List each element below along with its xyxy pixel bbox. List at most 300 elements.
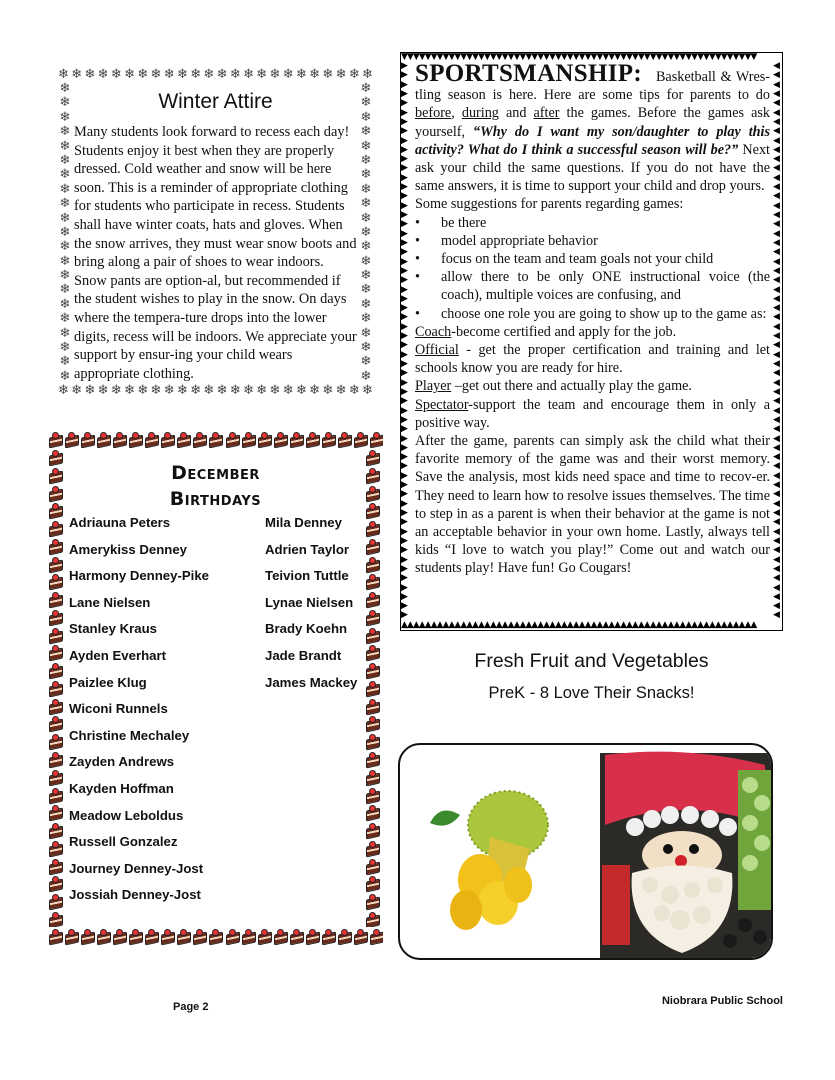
- snowflake-icon: ❄: [360, 268, 372, 284]
- cake-icon: [64, 432, 78, 447]
- cake-icon: [365, 628, 379, 643]
- snowflake-icon: ❄: [59, 82, 71, 96]
- triangle-icon: ◀: [773, 144, 780, 155]
- birthdays-title: [48, 460, 383, 512]
- cake-icon: [321, 432, 335, 447]
- triangle-icon: ▶: [401, 237, 408, 248]
- cake-border-right: [365, 450, 383, 927]
- triangle-icon: ◀: [773, 535, 780, 546]
- suggestion-item: [415, 232, 770, 250]
- snowflake-icon: ❄: [335, 68, 347, 82]
- snowflake-icon: ❄: [348, 68, 360, 82]
- winter-attire-title: Winter Attire: [158, 90, 273, 113]
- fruit-veggie-photo: [398, 743, 773, 960]
- triangle-icon: ▶: [401, 154, 408, 165]
- triangle-icon: ▶: [401, 163, 408, 174]
- triangle-icon: ◀: [773, 396, 780, 407]
- role-item: [415, 396, 770, 432]
- snowflake-icon: ❄: [59, 124, 71, 140]
- triangle-icon: ▶: [401, 582, 408, 593]
- cake-icon: [160, 929, 174, 944]
- triangle-icon: ◀: [773, 303, 780, 314]
- snowflake-icon: ❄: [190, 68, 202, 82]
- triangle-border-bottom: ▲▲▲▲▲▲▲▲▲▲▲▲▲▲▲▲▲▲▲▲▲▲▲▲▲▲▲▲▲▲▲▲▲▲▲▲▲▲▲▲▲▲▲▲▲▲▲▲▲▲▲▲▲▲▲▲▲▲▲▲: [401, 621, 757, 630]
- triangle-icon: ▶: [401, 284, 408, 295]
- birthday-name: Adrien Taylor: [265, 541, 350, 557]
- cake-icon: [144, 432, 158, 447]
- cake-icon: [48, 770, 62, 785]
- snowflake-icon: ❄: [71, 384, 83, 398]
- cake-icon: [48, 592, 62, 607]
- triangle-icon: ◀: [773, 182, 780, 193]
- snowflake-icon: ❄: [322, 68, 334, 82]
- birthdays-title-line1: December: [171, 462, 260, 484]
- cake-icon: [305, 929, 319, 944]
- cake-icon: [48, 539, 62, 554]
- suggestion-item: [415, 305, 770, 323]
- snowflake-icon: ❄: [58, 384, 69, 398]
- triangle-icon: ▶: [401, 182, 408, 193]
- snowflake-icon: ❄: [59, 196, 71, 212]
- triangle-icon: ▶: [401, 70, 408, 81]
- cake-icon: [365, 841, 379, 856]
- cake-icon: [48, 929, 62, 944]
- birthday-name: Jossiah Denney-Jost: [69, 887, 201, 903]
- snowflake-icon: ❄: [59, 210, 71, 226]
- snowflake-icon: ❄: [360, 167, 372, 183]
- triangle-icon: ▶: [401, 265, 408, 276]
- snowflake-icon: ❄: [360, 196, 372, 212]
- triangle-icon: ▶: [401, 424, 408, 435]
- snowflake-icon: ❄: [269, 68, 281, 82]
- triangle-icon: ▶: [401, 554, 408, 565]
- snowflake-icon: ❄: [110, 68, 122, 82]
- triangle-icon: ▶: [401, 359, 408, 369]
- triangle-icon: ▶: [401, 293, 408, 304]
- triangle-icon: ▶: [401, 172, 408, 183]
- cake-icon: [48, 574, 62, 589]
- triangle-icon: ▶: [401, 573, 408, 584]
- cake-icon: [48, 681, 62, 696]
- cake-icon: [289, 432, 303, 447]
- snowflake-icon: ❄: [59, 354, 71, 370]
- triangle-icon: ▶: [401, 228, 408, 239]
- triangle-icon: ▶: [401, 191, 408, 202]
- triangle-icon: ◀: [773, 312, 780, 323]
- cake-icon: [289, 929, 303, 944]
- triangle-icon: ▶: [401, 312, 408, 323]
- snowflake-icon: ❄: [150, 384, 162, 398]
- triangle-icon: ◀: [773, 480, 780, 491]
- role-name: Coach: [415, 323, 452, 340]
- cake-icon: [365, 663, 379, 678]
- triangle-icon: ◀: [773, 470, 780, 481]
- snowflake-icon: ❄: [124, 68, 135, 82]
- triangle-icon: ▶: [401, 256, 408, 267]
- suggestion-text: choose one role you are going to show up to the game as:: [441, 305, 767, 322]
- triangle-icon: ▶: [401, 526, 408, 537]
- fruit-title: Fresh Fruit and Vegetables: [474, 650, 709, 672]
- cake-icon: [128, 432, 142, 447]
- triangle-icon: ▶: [401, 480, 408, 491]
- sportsmanship-heading: SPORTSMANSHIP:: [415, 60, 642, 87]
- triangle-icon: ▶: [401, 489, 408, 500]
- snowflake-icon: ❄: [362, 384, 373, 398]
- snowflake-icon: ❄: [163, 68, 175, 82]
- birthday-name: Meadow Leboldus: [69, 807, 184, 823]
- snowflake-border-left: [58, 82, 72, 384]
- birthday-name: Harmony Denney-Pike: [69, 568, 209, 584]
- bullet-icon: •: [415, 214, 420, 231]
- cake-icon: [80, 432, 94, 447]
- snowflake-icon: ❄: [84, 384, 96, 398]
- triangle-icon: ▶: [401, 126, 408, 137]
- cake-icon: [257, 929, 271, 944]
- snowflake-icon: ❄: [163, 384, 175, 398]
- cake-icon: [353, 929, 367, 944]
- snowflake-icon: ❄: [59, 167, 71, 183]
- cake-icon: [241, 929, 255, 944]
- birthday-name: Ayden Everhart: [69, 648, 166, 663]
- triangle-icon: ▶: [401, 508, 408, 518]
- triangle-icon: ◀: [773, 293, 780, 304]
- cake-icon: [365, 823, 379, 838]
- snowflake-icon: ❄: [176, 68, 188, 82]
- triangle-icon: ▶: [401, 405, 408, 416]
- snowflake-icon: ❄: [203, 384, 215, 398]
- role-description: –get out there and actually play the game.: [451, 378, 692, 395]
- triangle-icon: ◀: [773, 191, 780, 202]
- triangle-icon: ▶: [401, 368, 408, 379]
- sportsmanship-content: [415, 60, 771, 578]
- triangle-icon: ◀: [773, 70, 780, 81]
- triangle-icon: ▶: [401, 396, 408, 407]
- snowflake-icon: ❄: [360, 224, 372, 240]
- bullet-icon: •: [415, 305, 420, 322]
- snowflake-icon: ❄: [59, 296, 71, 312]
- triangle-icon: ▶: [401, 275, 408, 286]
- sports-closing: After the game, parents can simply ask the child what their favorite memory of the game was and their worst memory. Save the analysis, most kids need space and time to recov-er. They need to learn how to resolve issues themselves. The time to step in as a parent is when their behavior at the game is not an acceptable behavior in your own home. Lastly, always tell kids “I love to watch you play!” Come out and watch our students play! Have fun! Go Cougars!: [415, 433, 770, 577]
- triangle-icon: ▶: [401, 452, 408, 463]
- birthdays-title-line2: Birthdays: [169, 488, 262, 510]
- cake-icon: [48, 716, 62, 731]
- triangle-icon: ◀: [773, 126, 780, 137]
- snowflake-icon: ❄: [295, 384, 307, 398]
- triangle-icon: ◀: [773, 228, 780, 239]
- snowflake-icon: ❄: [360, 368, 372, 384]
- birthday-name: Zayden Andrews: [69, 754, 175, 770]
- role-item: [415, 323, 770, 341]
- triangle-icon: ▶: [401, 442, 408, 453]
- cake-icon: [176, 432, 190, 447]
- bullet-icon: •: [415, 269, 420, 286]
- cake-icon: [257, 432, 271, 447]
- cake-icon: [48, 699, 62, 714]
- cake-icon: [48, 521, 62, 536]
- snowflake-icon: ❄: [71, 68, 83, 82]
- triangle-icon: ▶: [401, 144, 408, 155]
- cake-icon: [353, 432, 367, 447]
- birthday-name: Adriauna Peters: [69, 515, 171, 530]
- role-description: -become certified and apply for the job.: [451, 323, 677, 340]
- bullet-icon: •: [415, 232, 420, 249]
- triangle-icon: ▶: [401, 563, 408, 574]
- sports-intro-c: Next ask your child the same questions. If you do not have the same answers, it is time to support your child and drop yours.: [415, 141, 770, 195]
- cake-icon: [365, 521, 379, 536]
- snowflake-icon: ❄: [216, 384, 228, 398]
- snowflake-icon: ❄: [59, 368, 71, 384]
- triangle-icon: ◀: [773, 433, 780, 444]
- cake-icon: [48, 628, 62, 643]
- triangle-icon: ◀: [773, 219, 780, 230]
- snowflake-icon: ❄: [150, 68, 162, 82]
- snowflake-icon: ❄: [59, 95, 71, 111]
- cake-icon: [225, 432, 239, 447]
- cake-icon: [192, 432, 206, 447]
- triangle-icon: ◀: [773, 256, 780, 267]
- triangle-icon: ◀: [773, 591, 780, 602]
- sports-intro-b: the games. Before the games ask yourself,: [415, 105, 770, 140]
- triangle-icon: ◀: [773, 582, 780, 593]
- triangle-icon: ◀: [773, 368, 780, 379]
- cake-icon: [48, 610, 62, 625]
- snowflake-icon: ❄: [59, 282, 71, 298]
- snowflake-border-top: [58, 68, 373, 82]
- triangle-icon: ◀: [773, 424, 780, 435]
- snowflake-icon: ❄: [59, 109, 71, 125]
- cake-icon: [365, 645, 379, 660]
- snowflake-icon: ❄: [59, 340, 71, 356]
- bullet-icon: •: [415, 251, 420, 268]
- cake-icon: [144, 929, 158, 944]
- triangle-icon: ▶: [401, 135, 408, 146]
- cake-icon: [48, 788, 62, 803]
- triangle-icon: ◀: [773, 62, 780, 71]
- triangle-icon: ◀: [773, 573, 780, 584]
- cake-icon: [48, 645, 62, 660]
- snowflake-icon: ❄: [203, 68, 215, 82]
- snowflake-icon: ❄: [229, 384, 241, 398]
- birthday-name: Mila Denney: [265, 515, 342, 530]
- snowflake-icon: ❄: [97, 68, 109, 82]
- sports-intro: Basketball & Wres-tling season is here. Here are some tips for parents to do: [415, 69, 771, 104]
- role-name: Player: [415, 378, 452, 395]
- snowflake-icon: ❄: [190, 384, 202, 398]
- snowflake-icon: ❄: [58, 68, 69, 82]
- birthday-name: Amerykiss Denney: [69, 541, 188, 557]
- triangle-icon: ◀: [773, 517, 780, 528]
- role-item: [415, 341, 770, 377]
- snowflake-icon: ❄: [360, 325, 372, 341]
- triangle-icon: ◀: [773, 442, 780, 453]
- snowflake-icon: ❄: [84, 68, 96, 82]
- cake-icon: [321, 929, 335, 944]
- cake-icon: [365, 894, 379, 909]
- suggestions-label: Some suggestions for parents regarding games:: [415, 196, 684, 213]
- triangle-icon: ▶: [401, 210, 408, 220]
- cake-icon: [365, 859, 379, 874]
- triangle-border-top: ▼▼▼▼▼▼▼▼▼▼▼▼▼▼▼▼▼▼▼▼▼▼▼▼▼▼▼▼▼▼▼▼▼▼▼▼▼▼▼▼▼▼▼▼▼▼▼▼▼▼▼▼▼▼▼▼▼▼▼▼: [401, 53, 757, 62]
- triangle-icon: ◀: [773, 200, 780, 211]
- cake-icon: [337, 432, 351, 447]
- triangle-icon: ◀: [773, 163, 780, 174]
- cake-icon: [305, 432, 319, 447]
- triangle-icon: ◀: [773, 135, 780, 146]
- suggestion-list: [415, 214, 770, 323]
- triangle-icon: ◀: [773, 349, 780, 360]
- cake-icon: [241, 432, 255, 447]
- triangle-icon: ▶: [401, 331, 408, 342]
- triangle-icon: ◀: [773, 172, 780, 183]
- suggestion-text: focus on the team and team goals not your child: [441, 251, 714, 268]
- triangle-icon: ▶: [401, 303, 408, 314]
- winter-attire-body: Many students look forward to recess each day! Students enjoy it best when they are properly dressed. Cold weather and snow will be here soon. This is a reminder of appropriate clothing for students who participate in recess. Students shall have winter coats, hats and gloves. When the snow arrives, they must wear snow boots and bring along a pair of shoes to wear indoors. Snow pants are option-al, but recommended if the student wishes to play in the snow. On days where the tempera-ture drops into the lower digits, recess will be indoors. We appreciate your support by ensur-ing your child wears appropriate clothing.: [74, 124, 357, 382]
- cake-icon: [48, 841, 62, 856]
- triangle-icon: ◀: [773, 489, 780, 500]
- triangle-icon: ▶: [401, 414, 408, 425]
- snowflake-icon: ❄: [59, 138, 71, 154]
- birthday-name: Journey Denney-Jost: [69, 860, 204, 876]
- snowflake-icon: ❄: [362, 68, 373, 82]
- triangle-icon: ◀: [773, 377, 780, 388]
- cake-icon: [365, 876, 379, 891]
- cake-icon: [176, 929, 190, 944]
- triangle-icon: ◀: [773, 526, 780, 537]
- triangle-icon: ▶: [401, 433, 408, 444]
- cake-icon: [48, 805, 62, 820]
- suggestion-item: [415, 214, 770, 232]
- cake-icon: [273, 432, 287, 447]
- triangle-icon: ◀: [773, 79, 780, 90]
- word-after: after: [533, 105, 560, 122]
- comma: ,: [451, 105, 462, 122]
- cake-icon: [365, 699, 379, 714]
- fruit-subtitle: PreK - 8 Love Their Snacks!: [488, 684, 695, 702]
- snowflake-icon: ❄: [335, 384, 347, 398]
- cake-icon: [48, 894, 62, 909]
- cake-icon: [365, 752, 379, 767]
- snowflake-icon: ❄: [59, 268, 71, 284]
- snowflake-icon: ❄: [360, 296, 372, 312]
- birthday-name: Christine Mechaley: [69, 727, 190, 743]
- cake-icon: [48, 752, 62, 767]
- cake-icon: [365, 539, 379, 554]
- snowflake-icon: ❄: [360, 82, 372, 96]
- triangle-icon: ◀: [773, 265, 780, 276]
- snowflake-icon: ❄: [360, 340, 372, 356]
- snack-illustration: [400, 745, 771, 958]
- role-description: - get the proper certification and training and let schools know you are ready for hire.: [415, 342, 770, 377]
- snowflake-icon: ❄: [59, 224, 71, 240]
- cake-icon: [48, 859, 62, 874]
- triangle-border-right: [773, 62, 782, 621]
- triangle-icon: ▶: [401, 349, 408, 360]
- role-name: Spectator: [415, 396, 469, 413]
- cake-icon: [365, 681, 379, 696]
- snowflake-icon: ❄: [360, 253, 372, 269]
- triangle-icon: ◀: [773, 601, 780, 612]
- snowflake-icon: ❄: [309, 384, 321, 398]
- cake-icon: [225, 929, 239, 944]
- triangle-icon: ◀: [773, 386, 780, 397]
- triangle-icon: ▶: [401, 377, 408, 388]
- word-during: during: [461, 105, 499, 122]
- triangle-icon: ▶: [401, 107, 408, 118]
- cake-icon: [365, 592, 379, 607]
- snowflake-icon: ❄: [360, 210, 372, 226]
- cake-icon: [365, 805, 379, 820]
- snowflake-icon: ❄: [322, 384, 334, 398]
- snowflake-icon: ❄: [59, 253, 71, 269]
- snowflake-icon: ❄: [243, 384, 254, 398]
- cake-icon: [365, 574, 379, 589]
- triangle-icon: ◀: [773, 107, 780, 118]
- snowflake-icon: ❄: [282, 68, 294, 82]
- birthday-name: Lane Nielsen: [69, 594, 151, 610]
- cake-icon: [365, 716, 379, 731]
- cake-icon: [273, 929, 287, 944]
- snowflake-icon: ❄: [97, 384, 109, 398]
- cake-icon: [365, 788, 379, 803]
- birthday-name: Jade Brandt: [265, 648, 342, 663]
- santa-veggie-tray: [600, 752, 771, 958]
- sportsmanship-box: [400, 52, 783, 631]
- snowflake-icon: ❄: [360, 181, 372, 197]
- triangle-icon: ▶: [401, 517, 408, 528]
- cake-icon: [48, 876, 62, 891]
- snowflake-icon: ❄: [59, 311, 71, 327]
- triangle-icon: ▶: [401, 386, 408, 397]
- page-number: Page 2: [173, 1001, 209, 1013]
- triangle-icon: ◀: [773, 98, 780, 109]
- snowflake-icon: ❄: [282, 384, 294, 398]
- snowflake-icon: ❄: [269, 384, 281, 398]
- jackfruit-image: [430, 791, 548, 930]
- snowflake-icon: ❄: [360, 311, 372, 327]
- school-name: Niobrara Public School: [661, 995, 783, 1007]
- winter-attire-box: [58, 68, 373, 398]
- triangle-icon: ▶: [401, 200, 408, 211]
- snowflake-icon: ❄: [360, 138, 372, 154]
- snowflake-icon: ❄: [360, 282, 372, 298]
- snowflake-icon: ❄: [243, 68, 254, 82]
- cake-icon: [48, 734, 62, 749]
- role-name: Official: [415, 342, 459, 359]
- cake-icon: [48, 823, 62, 838]
- snowflake-icon: ❄: [176, 384, 188, 398]
- triangle-icon: ◀: [773, 275, 780, 286]
- role-description: -support the team and encourage them in only a positive way.: [415, 396, 770, 431]
- snowflake-icon: ❄: [59, 152, 71, 168]
- triangle-icon: ◀: [773, 563, 780, 574]
- snowflake-icon: ❄: [59, 239, 71, 255]
- cake-icon: [365, 912, 379, 927]
- snowflake-icon: ❄: [256, 68, 268, 82]
- cake-border-left: [48, 450, 66, 927]
- suggestion-text: model appropriate behavior: [441, 232, 598, 249]
- triangle-icon: ▶: [401, 116, 408, 127]
- triangle-icon: ▶: [401, 340, 408, 351]
- triangle-icon: ▶: [401, 461, 408, 472]
- triangle-icon: ◀: [773, 405, 780, 416]
- sports-question: “Why do I want my son/daughter to play this activity? What do I think a successful season will be?”: [415, 123, 770, 158]
- cake-icon: [112, 432, 126, 447]
- cake-icon: [48, 432, 62, 447]
- triangle-icon: ◀: [773, 452, 780, 463]
- cake-icon: [208, 432, 222, 447]
- word-before: before: [415, 105, 452, 122]
- suggestion-item: [415, 250, 770, 268]
